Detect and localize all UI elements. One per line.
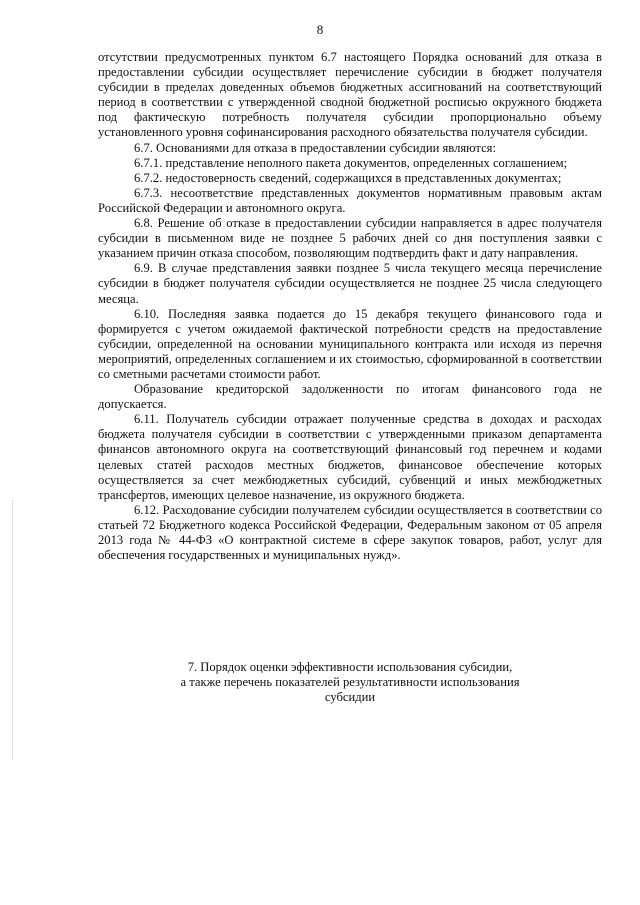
paragraph-6-7: 6.7. Основаниями для отказа в предоставлении субсидии являются: xyxy=(134,140,496,155)
paragraph-6-12: 6.12. Расходование субсидии получателем субсидии осуществляется в соответствии со статьей 72 Бюджетного кодекса Российской Федерации, Федеральным законом от 05 апреля 2013 года № 44-ФЗ «О контрактной системе в сфере закупок товаров, работ, услуг для обеспечения государственных и муниципальных нужд». xyxy=(98,502,602,563)
paragraph-6-7-3: 6.7.3. несоответствие представленных документов нормативным правовым актам Российской Федерации и автономного округа. xyxy=(98,185,602,215)
section-7-heading-line-1: 7. Порядок оценки эффективности использования субсидии, xyxy=(187,660,513,674)
section-7-heading-line-3: субсидии xyxy=(324,690,376,705)
body-text xyxy=(98,50,602,563)
section-7-heading-line-2: а также перечень показателей результативности использования xyxy=(180,675,520,690)
paragraph-debt: Образование кредиторской задолженности по итогам финансового года не допускается. xyxy=(98,382,602,412)
section-7-heading xyxy=(98,660,602,705)
paragraph-6-7-2: 6.7.2. недостоверность сведений, содержащихся в представленных документах; xyxy=(134,170,562,185)
paragraph-6-10: 6.10. Последняя заявка подается до 15 декабря текущего финансового года и формируется с учетом ожидаемой фактической потребности средств на предоставление субсидии, определенной на основании муниципального контракта или исходя из перечня мероприятий, определенных соглашением и их стоимостью, сформированной в соответствии со сметными расчетами стоимости работ. xyxy=(98,306,602,381)
paragraph-6-11: 6.11. Получатель субсидии отражает полученные средства в доходах и расходах бюджета получателя субсидии в соответствии с утвержденными приказом департамента финансов автономного округа на соответствующий финансовый год перечнем и кодами целевых статей расходов местных бюджетов, финансовое обеспечение которых осуществляется за счет межбюджетных субсидий, субвенций и иных межбюджетных трансфертов, имеющих целевое назначение, из окружного бюджета. xyxy=(98,412,602,502)
paragraph-6-8: 6.8. Решение об отказе в предоставлении субсидии направляется в адрес получателя субсидии в письменном виде не позднее 5 рабочих дней со дня поступления заявки с указанием причин отказа способом, позволяющим подтвердить факт и дату направления. xyxy=(98,216,602,261)
paragraph-6-7-1: 6.7.1. представление неполного пакета документов, определенных соглашением; xyxy=(134,155,568,170)
page-number: 8 xyxy=(316,22,324,37)
paragraph-6-9: 6.9. В случае представления заявки позднее 5 числа текущего месяца перечисление субсидии в бюджет получателя субсидии осуществляется не позднее 25 числа следующего месяца. xyxy=(98,261,602,306)
paragraph-continuation: отсутствии предусмотренных пунктом 6.7 настоящего Порядка оснований для отказа в предоставлении субсидии осуществляет перечисление субсидии в бюджет получателя субсидии в пределах доведенных объемов бюджетных ассигнований на соответствующий период в соответствии с утвержденной сводной бюджетной росписью окружного бюджета под фактическую потребность получателя субсидии пропорционально объему установленного уровня софинансирования расходного обязательства получателя субсидии. xyxy=(98,50,602,140)
scan-margin-mark xyxy=(12,500,15,760)
